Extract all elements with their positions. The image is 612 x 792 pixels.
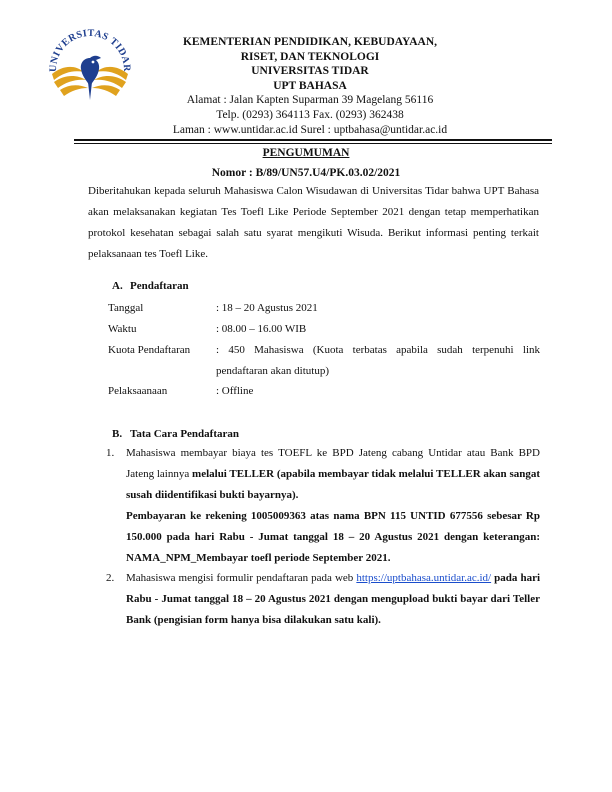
ministry-name-cont: RISET, DAN TEKNOLOGI bbox=[240, 50, 380, 63]
university-name: UNIVERSITAS TIDAR bbox=[251, 65, 369, 78]
unit-name: UPT BAHASA bbox=[273, 79, 347, 92]
section-a-number: A. bbox=[112, 280, 123, 292]
payment-details: Pembayaran ke rekening 1005009363 atas nama BPN 115 UNTID 677556 sebesar Rp 150.000 pada hari Rabu - Jumat tanggal 18 – 20 Agustus 2021 dengan keterangan: NAMA_NPM_Membayar toefl periode September 2021. bbox=[126, 510, 540, 564]
intro-paragraph: Diberitahukan kepada seluruh Mahasiswa Calon Wisudawan di Universitas Tidar bahwa UPT Bahasa akan melaksanakan kegiatan Tes Toefl Like Periode September 2021 dengan tetap memperhatikan protokol kesehatan sebagai salah satu syarat mengikuti Wisuda. Berikut informasi penting terkait pelaksanaan tes Toefl Like. bbox=[88, 185, 539, 260]
section-b-heading bbox=[112, 428, 239, 440]
university-logo-emblem bbox=[44, 20, 136, 112]
announcement-number: Nomor : B/89/UN57.U4/PK.03.02/2021 bbox=[211, 167, 401, 179]
info-label: Pelaksaanaan bbox=[108, 385, 168, 397]
announcement-title: PENGUMUMAN bbox=[262, 147, 350, 159]
info-label: Waktu bbox=[108, 323, 137, 335]
info-label: Tanggal bbox=[108, 302, 144, 314]
registration-link[interactable]: https://uptbahasa.untidar.ac.id/ bbox=[356, 572, 492, 584]
section-b-title: Tata Cara Pendaftaran bbox=[130, 428, 239, 440]
letterhead bbox=[150, 35, 470, 137]
info-value: : 450 Mahasiswa (Kuota terbatas apabila sudah terpenuhi link pendaftaran akan ditutup) bbox=[216, 344, 540, 377]
web-email: Laman : www.untidar.ac.id Surel : uptbahasa@untidar.ac.id bbox=[172, 123, 448, 136]
info-value: : Offline bbox=[216, 385, 254, 397]
section-a-heading bbox=[112, 280, 189, 292]
header-divider-thin bbox=[74, 143, 552, 144]
step-text-normal: Mahasiswa membayar biaya tes TOEFL ke BPD Jateng cabang Untidar atau Bank BPD Jateng lainnya bbox=[126, 447, 540, 480]
section-a-title: Pendaftaran bbox=[130, 280, 189, 292]
address: Alamat : Jalan Kapten Suparman 39 Magelang 56116 bbox=[186, 94, 434, 107]
info-value: : 08.00 – 16.00 WIB bbox=[216, 323, 307, 335]
step-text bbox=[126, 568, 540, 631]
logo-arc-text: UNIVERSITAS TIDAR bbox=[47, 27, 133, 73]
step-text-bold: pada hari Rabu - Jumat tanggal 18 – 20 Agustus 2021 dengan mengupload bukti bayar dari Teller Bank (pengisian form hanya bisa dilakukan satu kali). bbox=[126, 572, 541, 626]
info-label: Kuota Pendaftaran bbox=[108, 344, 191, 356]
university-logo bbox=[44, 20, 136, 112]
step-text-bold: melalui TELLER (apabila membayar tidak melalui TELLER akan sangat susah diidentifikasi bukti bayarnya). bbox=[126, 468, 541, 501]
step-text bbox=[126, 443, 540, 569]
step-text-normal: Mahasiswa mengisi formulir pendaftaran pada web bbox=[126, 572, 357, 584]
phone-fax: Telp. (0293) 364113 Fax. (0293) 362438 bbox=[216, 108, 404, 121]
step-number: 2. bbox=[106, 572, 115, 584]
ministry-name: KEMENTERIAN PENDIDIKAN, KEBUDAYAAN, bbox=[182, 36, 438, 48]
step-number: 1. bbox=[106, 447, 115, 459]
header-divider-thick bbox=[74, 139, 552, 141]
section-b-number: B. bbox=[112, 428, 123, 440]
info-value: : 18 – 20 Agustus 2021 bbox=[216, 302, 318, 314]
